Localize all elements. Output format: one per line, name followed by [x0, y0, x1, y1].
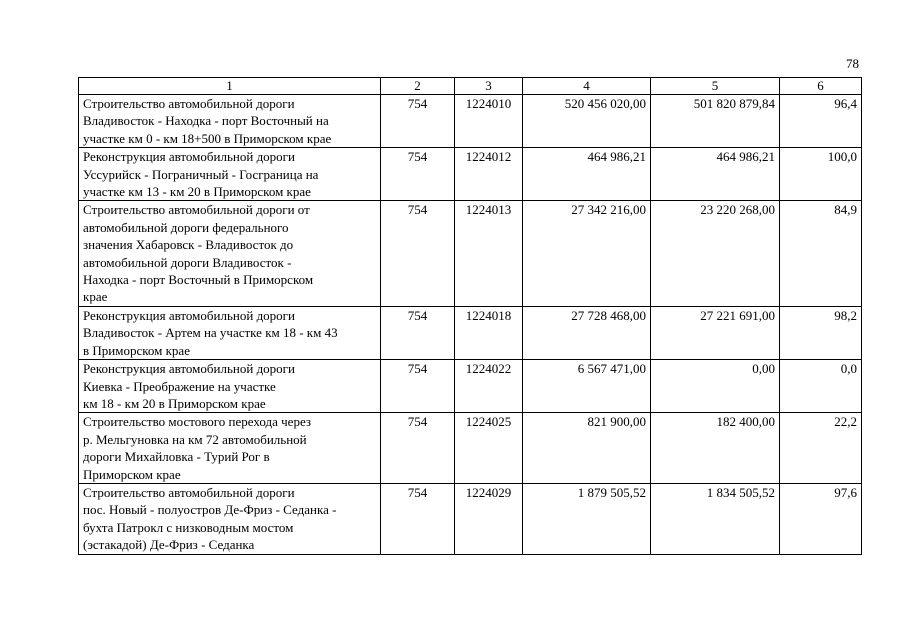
- object-name-line: Реконструкция автомобильной дороги: [83, 149, 295, 165]
- object-name-cell: [79, 148, 381, 201]
- percent-cell: 100,0: [780, 148, 862, 201]
- plan-amount-cell: 27 342 216,00: [523, 201, 651, 306]
- fact-amount-cell: 501 820 879,84: [651, 95, 780, 148]
- table-row: [79, 148, 862, 201]
- code-cell: 754: [381, 148, 455, 201]
- object-name-line: Уссурийск - Пограничный - Госграница на: [83, 166, 319, 182]
- target-code-cell: 1224018: [455, 306, 523, 359]
- column-header: 3: [455, 78, 523, 95]
- object-name-line: Владивосток - Артем на участке км 18 - км 43: [83, 325, 338, 341]
- object-name-line: (эстакадой) Де-Фриз - Седанка: [83, 537, 255, 553]
- plan-amount-cell: 6 567 471,00: [523, 360, 651, 413]
- table-row: [79, 483, 862, 554]
- object-name-line: автомобильной дороги Владивосток -: [83, 254, 292, 270]
- object-name-line: в Приморском крае: [83, 342, 190, 358]
- code-cell: 754: [381, 483, 455, 554]
- table-row: [79, 360, 862, 413]
- object-name-cell: [79, 483, 381, 554]
- object-name-line: р. Мельгуновка на км 72 автомобильной: [83, 431, 307, 447]
- plan-amount-cell: 464 986,21: [523, 148, 651, 201]
- percent-cell: 0,0: [780, 360, 862, 413]
- object-name-line: пос. Новый - полуостров Де-Фриз - Седанка -: [83, 502, 337, 518]
- object-name-line: значения Хабаровск - Владивосток до: [83, 237, 294, 253]
- page-number: 78: [846, 56, 859, 71]
- object-name-line: автомобильной дороги федерального: [83, 219, 289, 235]
- object-name-line: Киевка - Преображение на участке: [83, 378, 276, 394]
- object-name-line: участке км 13 - км 20 в Приморском крае: [83, 184, 311, 200]
- object-name-line: Приморском крае: [83, 466, 181, 482]
- object-name-cell: [79, 360, 381, 413]
- object-name-line: Владивосток - Находка - порт Восточный на: [83, 113, 329, 129]
- object-name-line: бухта Патрокл с низководным мостом: [83, 519, 294, 535]
- column-header: 5: [651, 78, 780, 95]
- column-header: 2: [381, 78, 455, 95]
- fact-amount-cell: 1 834 505,52: [651, 483, 780, 554]
- percent-cell: 22,2: [780, 413, 862, 484]
- target-code-cell: 1224029: [455, 483, 523, 554]
- plan-amount-cell: 821 900,00: [523, 413, 651, 484]
- code-cell: 754: [381, 413, 455, 484]
- percent-cell: 98,2: [780, 306, 862, 359]
- object-name-line: Строительство автомобильной дороги: [83, 484, 295, 500]
- percent-cell: 97,6: [780, 483, 862, 554]
- fact-amount-cell: 27 221 691,00: [651, 306, 780, 359]
- object-name-cell: [79, 413, 381, 484]
- target-code-cell: 1224013: [455, 201, 523, 306]
- object-name-line: Реконструкция автомобильной дороги: [83, 307, 295, 323]
- code-cell: 754: [381, 306, 455, 359]
- target-code-cell: 1224025: [455, 413, 523, 484]
- fact-amount-cell: 23 220 268,00: [651, 201, 780, 306]
- object-name-line: участке км 0 - км 18+500 в Приморском крае: [83, 130, 332, 146]
- plan-amount-cell: 520 456 020,00: [523, 95, 651, 148]
- object-name-line: км 18 - км 20 в Приморском крае: [83, 395, 266, 411]
- code-cell: 754: [381, 95, 455, 148]
- fact-amount-cell: 182 400,00: [651, 413, 780, 484]
- object-name-cell: [79, 306, 381, 359]
- object-name-line: Строительство мостового перехода через: [83, 414, 312, 430]
- fact-amount-cell: 464 986,21: [651, 148, 780, 201]
- percent-cell: 96,4: [780, 95, 862, 148]
- object-name-line: Находка - порт Восточный в Приморском: [83, 272, 314, 288]
- table-row: [79, 306, 862, 359]
- percent-cell: 84,9: [780, 201, 862, 306]
- object-name-line: Строительство автомобильной дороги: [83, 96, 295, 111]
- column-header: 6: [780, 78, 862, 95]
- column-header: 4: [523, 78, 651, 95]
- table-row: [79, 95, 862, 148]
- budget-table: [78, 77, 862, 555]
- column-header: 1: [79, 78, 381, 95]
- plan-amount-cell: 1 879 505,52: [523, 483, 651, 554]
- object-name-line: Реконструкция автомобильной дороги: [83, 361, 295, 377]
- target-code-cell: 1224010: [455, 95, 523, 148]
- target-code-cell: 1224012: [455, 148, 523, 201]
- code-cell: 754: [381, 201, 455, 306]
- object-name-line: дороги Михайловка - Турий Рог в: [83, 449, 270, 465]
- table-row: [79, 413, 862, 484]
- table-row: [79, 201, 862, 306]
- object-name-cell: [79, 201, 381, 306]
- header-row: [79, 78, 862, 95]
- object-name-line: Строительство автомобильной дороги от: [83, 202, 310, 218]
- code-cell: 754: [381, 360, 455, 413]
- target-code-cell: 1224022: [455, 360, 523, 413]
- object-name-line: крае: [83, 289, 108, 305]
- fact-amount-cell: 0,00: [651, 360, 780, 413]
- plan-amount-cell: 27 728 468,00: [523, 306, 651, 359]
- object-name-cell: [79, 95, 381, 148]
